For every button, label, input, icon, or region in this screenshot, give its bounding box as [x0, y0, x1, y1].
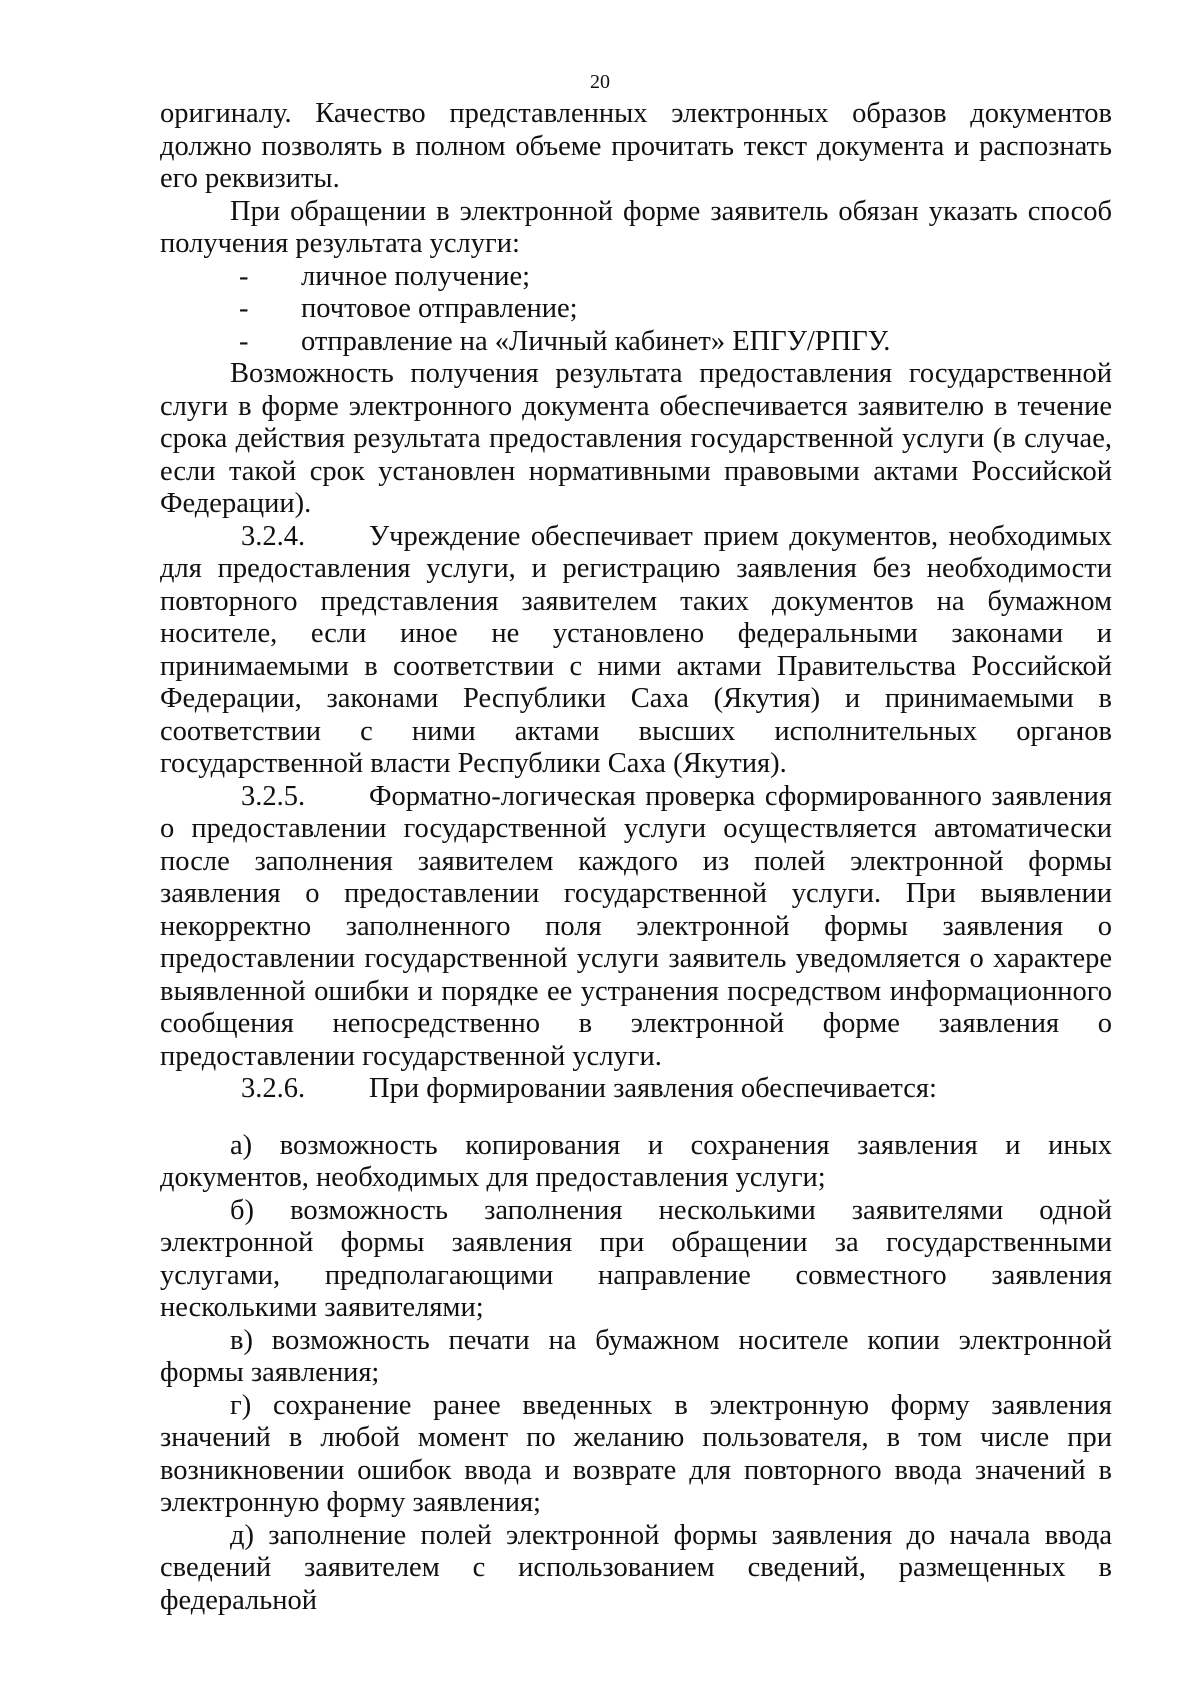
list-item-text: личное получение;	[301, 260, 531, 292]
item-g: г) сохранение ранее введенных в электронную форму заявления значений в любой момент по желанию пользователя, в том числе при возникновении ошибок ввода и возврате для повторного ввода значений в электронную форму заявления;	[160, 1389, 1112, 1518]
item-v: в) возможность печати на бумажном носителе копии электронной формы заявления;	[160, 1324, 1112, 1388]
dash-marker: -	[239, 260, 249, 292]
page-number: 20	[590, 71, 610, 93]
section-text: Учреждение обеспечивает прием документов, необходимых для предоставления услуги, и регистрацию заявления без необходимости повторного представления заявителем таких документов на бумажном носителе, если иное не установлено федеральными законами и принимаемыми в соответствии с ними актами Правительства Российской Федерации, законами Республики Саха (Якутия) и принимаемыми в соответствии с ними актами высших исполнительных органов государственной власти Республики Саха (Якутия).	[160, 520, 1112, 779]
section-text: При формировании заявления обеспечивается:	[369, 1073, 937, 1104]
section-number: 3.2.4.	[241, 520, 306, 552]
dash-marker: -	[239, 325, 249, 357]
section-3-2-6	[160, 1073, 1112, 1106]
section-number: 3.2.5.	[241, 780, 306, 812]
paragraph-continuation: оригиналу. Качество представленных электронных образов документов должно позволять в полном объеме прочитать текст документа и распознать его реквизиты.	[160, 98, 1112, 194]
list-item-text: почтовое отправление;	[301, 293, 578, 324]
item-b: б) возможность заполнения несколькими заявителями одной электронной формы заявления при обращении за государственными услугами, предполагающими направление совместного заявления несколькими заявителями;	[160, 1194, 1112, 1323]
list-item	[160, 293, 1112, 326]
list-item	[160, 326, 1112, 359]
item-d: д) заполнение полей электронной формы заявления до начала ввода сведений заявителем с использованием сведений, размещенных в федеральной	[160, 1519, 1112, 1616]
paragraph-method-of-receipt: При обращении в электронной форме заявитель обязан указать способ получения результата услуги:	[160, 195, 1112, 259]
section-text: Форматно-логическая проверка сформированного заявления о предоставлении государственной услуги осуществляется автоматически после заполнения заявителем каждого из полей электронной формы заявления о предоставлении государственной услуги. При выявлении некорректно заполненного поля электронной формы заявления о предоставлении государственной услуги заявитель уведомляется о характере выявленной ошибки и порядке ее устранения посредством информационного сообщения непосредственно в электронной форме заявления о предоставлении государственной услуги.	[160, 780, 1112, 1072]
list-item	[160, 261, 1112, 294]
document-body	[160, 98, 1112, 1617]
item-a: а) возможность копирования и сохранения заявления и иных документов, необходимых для предоставления услуги;	[160, 1129, 1112, 1193]
list-item-text: отправление на «Личный кабинет» ЕПГУ/РПГУ.	[301, 325, 891, 357]
section-3-2-5	[160, 781, 1112, 1074]
spacer	[160, 1106, 1112, 1130]
dash-marker: -	[239, 293, 249, 324]
section-number: 3.2.6.	[241, 1073, 306, 1104]
paragraph-electronic-result: Возможность получения результата предоставления государственной слуги в форме электронного документа обеспечивается заявителю в течение срока действия результата предоставления государственной услуги (в случае, если такой срок установлен нормативными правовыми актами Российской Федерации).	[160, 358, 1112, 519]
section-3-2-4	[160, 521, 1112, 781]
